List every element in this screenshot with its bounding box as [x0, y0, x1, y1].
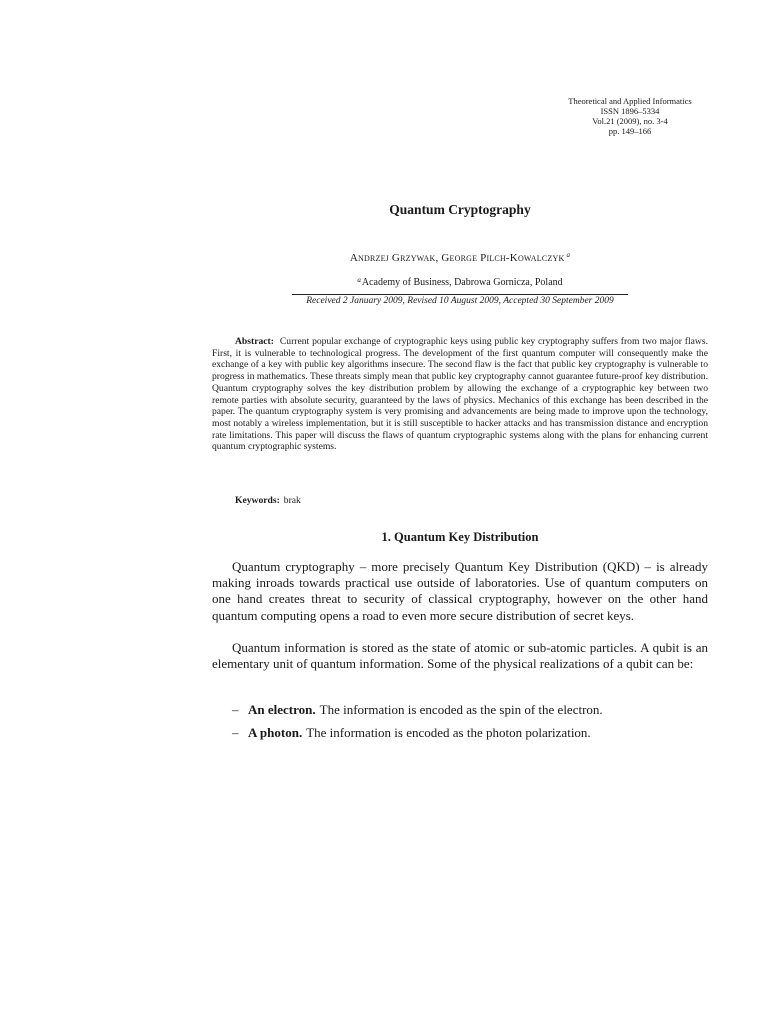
journal-info — [540, 96, 720, 136]
affiliation — [212, 276, 708, 288]
qubit-realizations-list — [232, 702, 708, 718]
abstract-text: Current popular exchange of cryptographic keys using public key cryptography suffers from two major flaws. First, it is vulnerable to technological progress. The development of the first quantum computer will consequently make the exchange of a key with public key algorithms insecure. The second flaw is the fact that public key cryptography is vulnerable to progress in mathematics. These threats simply mean that public key cryptography cannot guarantee future-proof key distribution. Quantum cryptography solves the key distribution problem by allowing the exchange of a cryptographic key between two remote parties with absolute security, guaranteed by the laws of physics. Mechanics of this exchange has been described in the paper. The quantum cryptography system is very promising and advancements are being made to improve upon the technology, most notably a wireless implementation, but it is still susceptible to hacker attacks and has transmission distance and encryption rate limitations. This paper will discuss the flaws of quantum cryptographic systems along with the plans for enhancing current quantum cryptographic systems. — [212, 336, 708, 453]
qubit-realizations-list — [232, 725, 708, 741]
journal-name: Theoretical and Applied Informatics — [568, 96, 692, 106]
paragraph: Quantum information is stored as the state of atomic or sub-atomic particles. A qubit is an elementary unit of quantum information. Some of the physical realizations of a qubit can be: — [212, 640, 708, 672]
list-item — [232, 725, 708, 741]
section-title: 1. Quantum Key Distribution — [381, 530, 539, 544]
authors — [212, 251, 708, 264]
abstract-label: Abstract: — [235, 336, 274, 347]
author-names: Andrzej Grzywak, George Pilch-Kowalczyk — [349, 252, 565, 264]
affiliation-text: Academy of Business, Dabrowa Gornicza, Poland — [361, 277, 563, 288]
list-item-term: An electron. — [248, 702, 316, 717]
dates-rule — [292, 294, 628, 295]
list-dash: – — [232, 725, 239, 740]
list-dash: – — [232, 702, 239, 717]
paper-title: Quantum Cryptography — [389, 202, 531, 217]
paragraph: Quantum cryptography – more precisely Quantum Key Distribution (QKD) – is already making inroads towards practical use outside of laboratories. Use of quantum computers on one hand creates threat to security of classical cryptography, however on the other hand quantum computing opens a road to even more secure distribution of secret keys. — [212, 559, 708, 623]
keywords-label: Keywords: — [235, 495, 280, 506]
journal-volume: Vol.21 (2009), no. 3-4 — [592, 116, 668, 126]
keywords — [235, 495, 301, 506]
author-affiliation-marker: a — [566, 251, 571, 259]
list-item-term: A photon. — [248, 725, 303, 740]
list-item-text: The information is encoded as the photon polarization. — [306, 725, 591, 740]
journal-pages: pp. 149–166 — [608, 126, 652, 136]
keywords-value: brak — [283, 495, 301, 506]
abstract — [212, 336, 708, 453]
list-item-text: The information is encoded as the spin of the electron. — [319, 702, 603, 717]
list-item — [232, 702, 708, 718]
submission-dates: Received 2 January 2009, Revised 10 August 2009, Accepted 30 September 2009 — [306, 296, 614, 306]
affiliation-marker: a — [357, 276, 361, 284]
journal-issn: ISSN 1896–5334 — [600, 106, 660, 116]
